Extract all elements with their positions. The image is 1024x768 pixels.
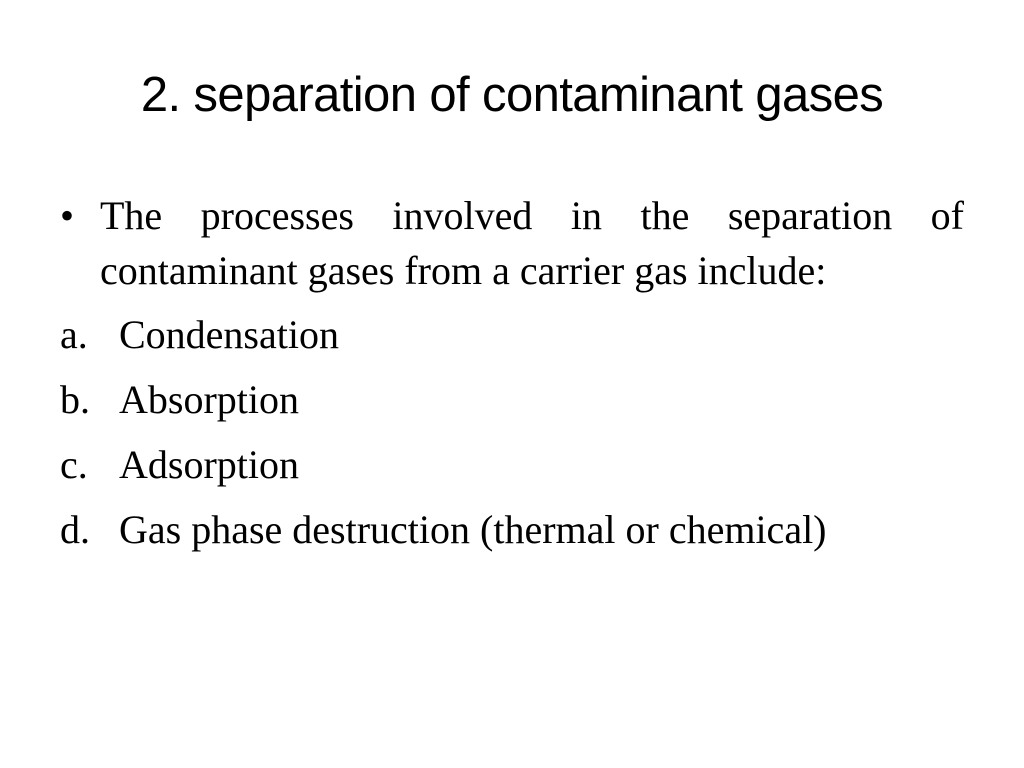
list-item-condensation <box>60 305 964 370</box>
intro-text: The processes involved in the separation of contaminant gases from a carrier gas include: <box>100 193 964 293</box>
list-item-absorption <box>60 370 964 435</box>
bullet-mark: • <box>60 193 75 238</box>
list-label: Adsorption <box>119 442 299 487</box>
list-marker: d. <box>60 507 90 552</box>
list-label: Absorption <box>119 377 299 422</box>
list-marker: b. <box>60 377 90 422</box>
list-marker: a. <box>60 312 88 357</box>
list-marker: c. <box>60 442 88 487</box>
list-label: Gas phase destruction (thermal or chemical) <box>119 507 827 552</box>
list-item-adsorption <box>60 435 964 500</box>
slide-title: 2. separation of contaminant gases <box>140 68 884 122</box>
process-list <box>60 305 964 565</box>
list-label: Condensation <box>119 312 339 357</box>
list-item-gas-phase-destruction <box>60 500 964 565</box>
